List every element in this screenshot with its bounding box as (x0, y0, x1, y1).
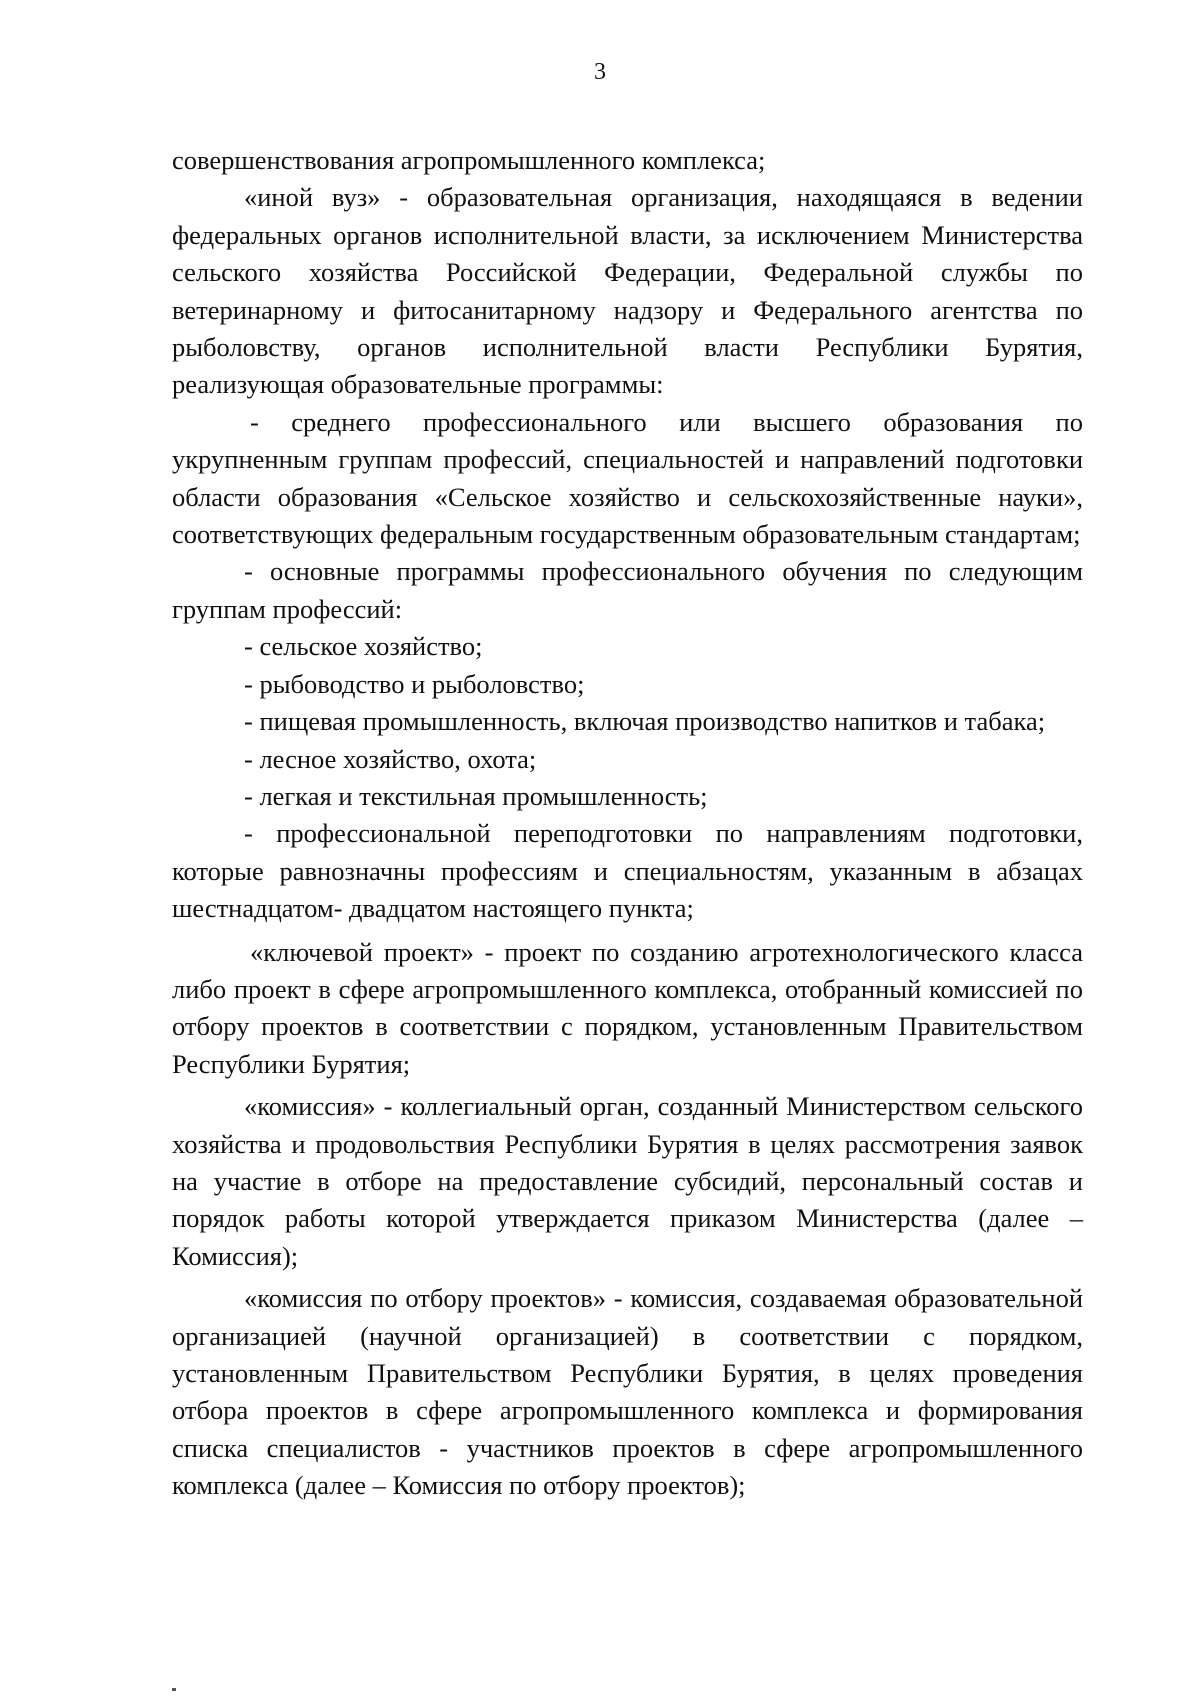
page-number: 3 (594, 59, 606, 85)
list-item-agriculture: - сельское хозяйство; (244, 631, 483, 662)
scan-mark (172, 1688, 176, 1691)
document-body (172, 142, 1083, 1505)
list-item-secondary-higher-education: - среднего профессионального или высшего образования по укрупненным группам профессий, специальностей и направлений подготовки области образования «Сельское хозяйство и сельскохозяйственные науки», соответствующих федеральным государственным образовательным стандартам; (172, 406, 1083, 550)
paragraph-definition-commission: «комиссия» - коллегиальный орган, созданный Министерством сельского хозяйства и продовольствия Республики Бурятия в целях рассмотрения заявок на участие в отборе на предоставление субсидий, персональный состав и порядок работы которой утверждается приказом Министерства (далее – Комиссия); (172, 1091, 1083, 1271)
list-item-retraining: - профессиональной переподготовки по направлениям подготовки, которые равнозначны профессиям и специальностям, указанным в абзацах шестнадцатом- двадцатом настоящего пункта; (172, 818, 1083, 924)
list-item-forestry: - лесное хозяйство, охота; (244, 743, 537, 774)
paragraph-definition-key-project: «ключевой проект» - проект по созданию агротехнологического класса либо проект в сфере агропромышленного комплекса, отобранный комиссией по отбору проектов в соответствии с порядком, установленным Правительством Республики Бурятия; (172, 936, 1083, 1079)
list-item-food-industry: - пищевая промышленность, включая производство напитков и табака; (244, 706, 1046, 737)
list-item-fishery: - рыбоводство и рыболовство; (244, 668, 585, 699)
paragraph-continuation: совершенствования агропромышленного комплекса; (172, 145, 766, 175)
paragraph-definition-inoy-vuz: «иной вуз» - образовательная организация, находящаяся в ведении федеральных органов исполнительной власти, за исключением Министерства сельского хозяйства Российской Федерации, Федеральной службы по ветеринарному и фитосанитарному надзору и Федерального агентства по рыболовству, органов исполнительной власти Республики Бурятия, реализующая образовательные программы: (172, 182, 1083, 400)
list-item-textile-industry: - легкая и текстильная промышленность; (244, 780, 708, 811)
list-item-vocational-training: - основные программы профессионального обучения по следующим группам профессий: (172, 556, 1083, 624)
paragraph-definition-project-commission: «комиссия по отбору проектов» - комиссия, создаваемая образовательной организацией (научной организацией) в соответствии с порядком, установленным Правительством Республики Бурятия, в целях проведения отбора проектов в сфере агропромышленного комплекса и формирования списка специалистов - участников проектов в сфере агропромышленного комплекса (далее – Комиссия по отбору проектов); (172, 1283, 1083, 1501)
